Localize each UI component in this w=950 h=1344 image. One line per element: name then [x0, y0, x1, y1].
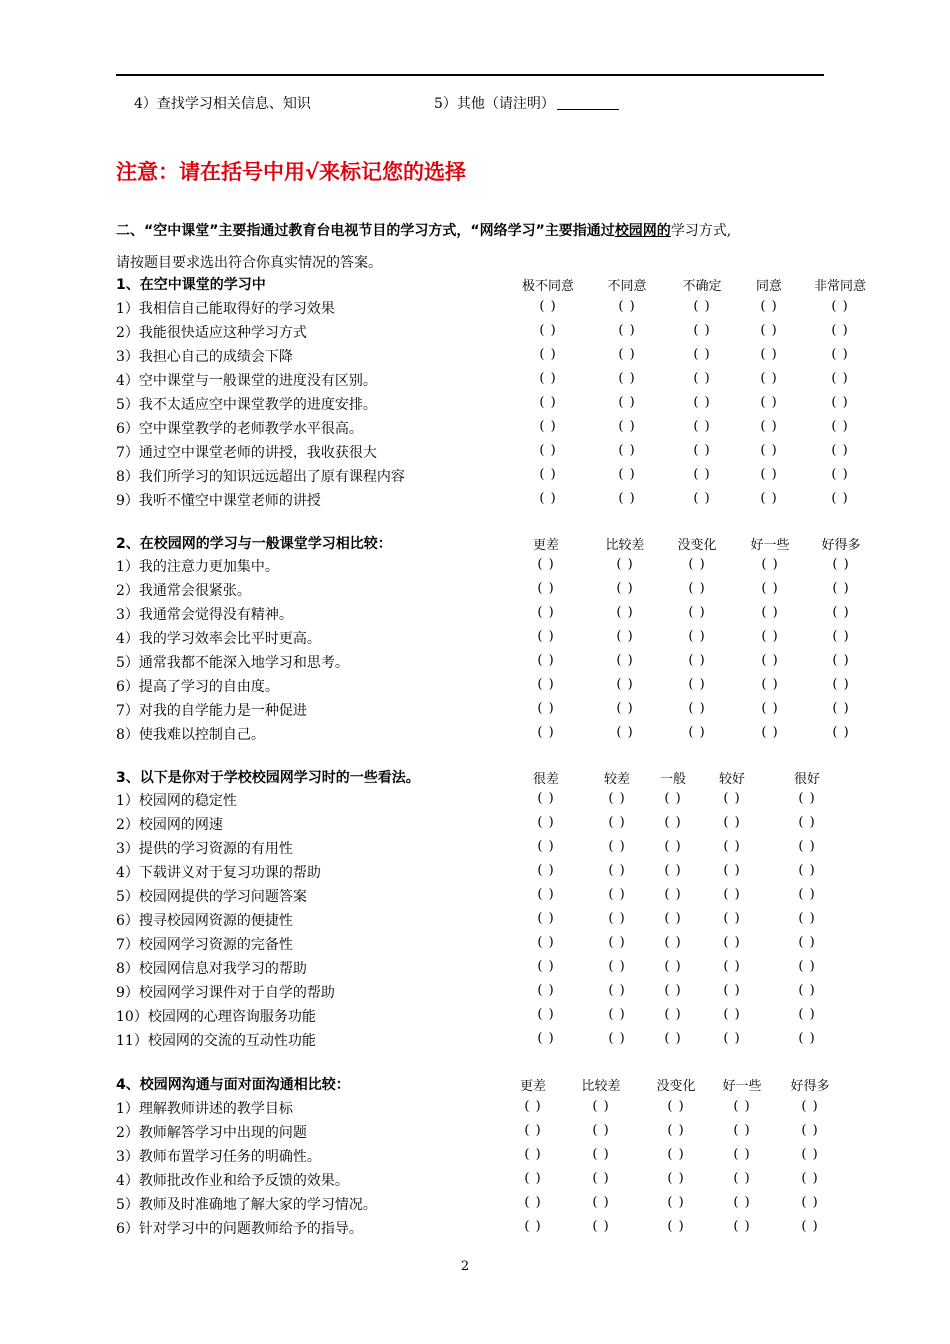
choice-parentheses[interactable]: ( ) — [664, 911, 682, 926]
section-intro-line2: 请按题目要求选出符合你真实情况的答案。 — [116, 255, 382, 271]
choice-parentheses[interactable]: ( ) — [616, 725, 634, 740]
choice-parentheses[interactable]: ( ) — [798, 983, 816, 998]
choice-parentheses[interactable]: ( ) — [693, 395, 711, 410]
question-item: 6）搜寻校园网资源的便捷性 — [116, 913, 293, 929]
choice-parentheses[interactable]: ( ) — [524, 1099, 542, 1114]
choice-parentheses[interactable]: ( ) — [618, 371, 636, 386]
choice-parentheses[interactable]: ( ) — [733, 1219, 751, 1234]
question-item: 2）校园网的网速 — [116, 817, 223, 833]
choice-parentheses[interactable]: ( ) — [723, 815, 741, 830]
section-4-scale-label: 好一些 — [722, 1079, 762, 1094]
question-item: 7）对我的自学能力是一种促进 — [116, 703, 307, 719]
choice-parentheses[interactable]: ( ) — [608, 983, 626, 998]
question-item: 9）我听不懂空中课堂老师的讲授 — [116, 493, 321, 509]
question-item: 1）理解教师讲述的教学目标 — [116, 1101, 293, 1117]
choice-parentheses[interactable]: ( ) — [831, 395, 849, 410]
choice-parentheses[interactable]: ( ) — [537, 1031, 555, 1046]
choice-parentheses[interactable]: ( ) — [760, 347, 778, 362]
choice-parentheses[interactable]: ( ) — [688, 605, 706, 620]
option-5-blank[interactable] — [557, 95, 619, 110]
section-3-scale-label: 较好 — [718, 772, 746, 787]
choice-parentheses[interactable]: ( ) — [761, 725, 779, 740]
section-2-scale-label: 没变化 — [677, 538, 717, 553]
choice-parentheses[interactable]: ( ) — [539, 443, 557, 458]
question-item: 6）针对学习中的问题教师给予的指导。 — [116, 1221, 363, 1237]
section-3-scale-label: 一般 — [659, 772, 687, 787]
choice-parentheses[interactable]: ( ) — [832, 701, 850, 716]
intro-part1: 二、“空中课堂”主要指通过教育台电视节目的学习方式，“网络学习”主要指通过 — [116, 223, 615, 239]
choice-parentheses[interactable]: ( ) — [798, 815, 816, 830]
intro-underlined: 校园网的 — [614, 223, 671, 239]
choice-parentheses[interactable]: ( ) — [798, 1031, 816, 1046]
choice-parentheses[interactable]: ( ) — [760, 323, 778, 338]
choice-parentheses[interactable]: ( ) — [798, 911, 816, 926]
choice-parentheses[interactable]: ( ) — [537, 839, 555, 854]
choice-parentheses[interactable]: ( ) — [693, 323, 711, 338]
choice-parentheses[interactable]: ( ) — [798, 791, 816, 806]
choice-parentheses[interactable]: ( ) — [664, 935, 682, 950]
choice-parentheses[interactable]: ( ) — [733, 1195, 751, 1210]
question-item: 1）我的注意力更加集中。 — [116, 559, 279, 575]
choice-parentheses[interactable]: ( ) — [616, 605, 634, 620]
choice-parentheses[interactable]: ( ) — [537, 935, 555, 950]
choice-parentheses[interactable]: ( ) — [761, 605, 779, 620]
choice-parentheses[interactable]: ( ) — [537, 629, 555, 644]
choice-parentheses[interactable]: ( ) — [539, 395, 557, 410]
choice-parentheses[interactable]: ( ) — [664, 815, 682, 830]
choice-parentheses[interactable]: ( ) — [733, 1099, 751, 1114]
question-item: 8）我们所学习的知识远远超出了原有课程内容 — [116, 469, 405, 485]
choice-parentheses[interactable]: ( ) — [723, 887, 741, 902]
choice-parentheses[interactable]: ( ) — [688, 725, 706, 740]
choice-parentheses[interactable]: ( ) — [832, 653, 850, 668]
question-item: 3）教师布置学习任务的明确性。 — [116, 1149, 321, 1165]
choice-parentheses[interactable]: ( ) — [688, 701, 706, 716]
choice-parentheses[interactable]: ( ) — [761, 677, 779, 692]
choice-parentheses[interactable]: ( ) — [667, 1099, 685, 1114]
section-3-scale-label: 较差 — [603, 772, 631, 787]
section-3-title: 3、以下是你对于学校校园网学习时的一些看法。 — [116, 770, 420, 786]
section-intro — [116, 220, 731, 240]
choice-parentheses[interactable]: ( ) — [693, 491, 711, 506]
choice-parentheses[interactable]: ( ) — [831, 419, 849, 434]
choice-parentheses[interactable]: ( ) — [608, 1007, 626, 1022]
question-item: 2）我通常会很紧张。 — [116, 583, 251, 599]
section-4-scale-label: 好得多 — [790, 1079, 830, 1094]
section-1-scale-label: 同意 — [755, 279, 783, 294]
choice-parentheses[interactable]: ( ) — [688, 677, 706, 692]
choice-parentheses[interactable]: ( ) — [524, 1195, 542, 1210]
choice-parentheses[interactable]: ( ) — [723, 1031, 741, 1046]
choice-parentheses[interactable]: ( ) — [537, 605, 555, 620]
choice-parentheses[interactable]: ( ) — [618, 443, 636, 458]
choice-parentheses[interactable]: ( ) — [667, 1195, 685, 1210]
question-item: 4）教师批改作业和给予反馈的效果。 — [116, 1173, 349, 1189]
choice-parentheses[interactable]: ( ) — [723, 935, 741, 950]
question-item: 5）教师及时准确地了解大家的学习情况。 — [116, 1197, 377, 1213]
section-4-title: 4、校园网沟通与面对面沟通相比较： — [116, 1077, 350, 1093]
choice-parentheses[interactable]: ( ) — [667, 1219, 685, 1234]
choice-parentheses[interactable]: ( ) — [688, 581, 706, 596]
choice-parentheses[interactable]: ( ) — [616, 653, 634, 668]
choice-parentheses[interactable]: ( ) — [537, 911, 555, 926]
choice-parentheses[interactable]: ( ) — [608, 863, 626, 878]
choice-parentheses[interactable]: ( ) — [733, 1123, 751, 1138]
question-item: 6）提高了学习的自由度。 — [116, 679, 279, 695]
choice-parentheses[interactable]: ( ) — [524, 1123, 542, 1138]
choice-parentheses[interactable]: ( ) — [761, 629, 779, 644]
choice-parentheses[interactable]: ( ) — [798, 935, 816, 950]
choice-parentheses[interactable]: ( ) — [693, 419, 711, 434]
choice-parentheses[interactable]: ( ) — [537, 983, 555, 998]
choice-parentheses[interactable]: ( ) — [801, 1219, 819, 1234]
choice-parentheses[interactable]: ( ) — [537, 815, 555, 830]
choice-parentheses[interactable]: ( ) — [831, 371, 849, 386]
choice-parentheses[interactable]: ( ) — [608, 959, 626, 974]
question-item: 3）提供的学习资源的有用性 — [116, 841, 293, 857]
choice-parentheses[interactable]: ( ) — [693, 299, 711, 314]
choice-parentheses[interactable]: ( ) — [723, 839, 741, 854]
top-rule — [116, 74, 824, 76]
choice-parentheses[interactable]: ( ) — [831, 323, 849, 338]
choice-parentheses[interactable]: ( ) — [801, 1147, 819, 1162]
choice-parentheses[interactable]: ( ) — [537, 1007, 555, 1022]
choice-parentheses[interactable]: ( ) — [723, 1007, 741, 1022]
choice-parentheses[interactable]: ( ) — [618, 419, 636, 434]
choice-parentheses[interactable]: ( ) — [616, 581, 634, 596]
question-item: 9）校园网学习课件对于自学的帮助 — [116, 985, 335, 1001]
choice-parentheses[interactable]: ( ) — [618, 323, 636, 338]
choice-parentheses[interactable]: ( ) — [801, 1123, 819, 1138]
choice-parentheses[interactable]: ( ) — [798, 863, 816, 878]
choice-parentheses[interactable]: ( ) — [537, 701, 555, 716]
choice-parentheses[interactable]: ( ) — [539, 467, 557, 482]
section-2-scale-label: 比较差 — [605, 538, 645, 553]
question-item: 3）我担心自己的成绩会下降 — [116, 349, 293, 365]
choice-parentheses[interactable]: ( ) — [760, 443, 778, 458]
choice-parentheses[interactable]: ( ) — [592, 1219, 610, 1234]
option-5 — [434, 93, 619, 113]
choice-parentheses[interactable]: ( ) — [539, 491, 557, 506]
choice-parentheses[interactable]: ( ) — [537, 887, 555, 902]
choice-parentheses[interactable]: ( ) — [693, 371, 711, 386]
choice-parentheses[interactable]: ( ) — [693, 347, 711, 362]
page-number: 2 — [460, 1259, 470, 1274]
choice-parentheses[interactable]: ( ) — [539, 347, 557, 362]
choice-parentheses[interactable]: ( ) — [832, 677, 850, 692]
choice-parentheses[interactable]: ( ) — [524, 1171, 542, 1186]
section-4-scale-label: 没变化 — [656, 1079, 696, 1094]
choice-parentheses[interactable]: ( ) — [524, 1219, 542, 1234]
choice-parentheses[interactable]: ( ) — [831, 467, 849, 482]
choice-parentheses[interactable]: ( ) — [664, 863, 682, 878]
choice-parentheses[interactable]: ( ) — [664, 839, 682, 854]
choice-parentheses[interactable]: ( ) — [667, 1147, 685, 1162]
choice-parentheses[interactable]: ( ) — [539, 371, 557, 386]
choice-parentheses[interactable]: ( ) — [539, 323, 557, 338]
choice-parentheses[interactable]: ( ) — [616, 701, 634, 716]
choice-parentheses[interactable]: ( ) — [832, 581, 850, 596]
question-item: 7）校园网学习资源的完备性 — [116, 937, 293, 953]
choice-parentheses[interactable]: ( ) — [831, 443, 849, 458]
choice-parentheses[interactable]: ( ) — [832, 557, 850, 572]
choice-parentheses[interactable]: ( ) — [761, 701, 779, 716]
choice-parentheses[interactable]: ( ) — [592, 1171, 610, 1186]
section-1-scale-label: 极不同意 — [521, 279, 575, 294]
choice-parentheses[interactable]: ( ) — [760, 467, 778, 482]
choice-parentheses[interactable]: ( ) — [616, 629, 634, 644]
choice-parentheses[interactable]: ( ) — [537, 581, 555, 596]
choice-parentheses[interactable]: ( ) — [760, 491, 778, 506]
question-item: 4）我的学习效率会比平时更高。 — [116, 631, 321, 647]
choice-parentheses[interactable]: ( ) — [760, 371, 778, 386]
question-item: 8）校园网信息对我学习的帮助 — [116, 961, 307, 977]
choice-parentheses[interactable]: ( ) — [801, 1099, 819, 1114]
choice-parentheses[interactable]: ( ) — [693, 467, 711, 482]
question-item: 3）我通常会觉得没有精神。 — [116, 607, 293, 623]
choice-parentheses[interactable]: ( ) — [539, 419, 557, 434]
choice-parentheses[interactable]: ( ) — [537, 653, 555, 668]
intro-part2: 学习方式, — [670, 223, 732, 239]
choice-parentheses[interactable]: ( ) — [537, 791, 555, 806]
question-item: 7）通过空中课堂老师的讲授，我收获很大 — [116, 445, 377, 461]
choice-parentheses[interactable]: ( ) — [733, 1147, 751, 1162]
choice-parentheses[interactable]: ( ) — [832, 605, 850, 620]
section-3-scale-label: 很好 — [793, 772, 821, 787]
section-1-scale-label: 不确定 — [682, 279, 722, 294]
section-1-title: 1、在空中课堂的学习中 — [116, 277, 266, 293]
choice-parentheses[interactable]: ( ) — [664, 959, 682, 974]
choice-parentheses[interactable]: ( ) — [688, 629, 706, 644]
question-item: 11）校园网的交流的互动性功能 — [116, 1033, 316, 1049]
choice-parentheses[interactable]: ( ) — [760, 299, 778, 314]
choice-parentheses[interactable]: ( ) — [831, 347, 849, 362]
section-1-scale-label: 非常同意 — [813, 279, 867, 294]
question-item: 1）校园网的稳定性 — [116, 793, 237, 809]
choice-parentheses[interactable]: ( ) — [608, 887, 626, 902]
choice-parentheses[interactable]: ( ) — [537, 677, 555, 692]
section-2-scale-label: 好得多 — [821, 538, 861, 553]
choice-parentheses[interactable]: ( ) — [608, 791, 626, 806]
section-2-scale-label: 好一些 — [750, 538, 790, 553]
choice-parentheses[interactable]: ( ) — [801, 1195, 819, 1210]
section-2-title: 2、在校园网的学习与一般课堂学习相比较： — [116, 536, 392, 552]
choice-parentheses[interactable]: ( ) — [760, 395, 778, 410]
choice-parentheses[interactable]: ( ) — [761, 653, 779, 668]
choice-parentheses[interactable]: ( ) — [608, 935, 626, 950]
choice-parentheses[interactable]: ( ) — [524, 1147, 542, 1162]
option-4: 4）查找学习相关信息、知识 — [134, 96, 311, 112]
choice-parentheses[interactable]: ( ) — [667, 1171, 685, 1186]
choice-parentheses[interactable]: ( ) — [608, 1031, 626, 1046]
choice-parentheses[interactable]: ( ) — [831, 491, 849, 506]
choice-parentheses[interactable]: ( ) — [693, 443, 711, 458]
section-1-scale-label: 不同意 — [607, 279, 647, 294]
choice-parentheses[interactable]: ( ) — [832, 725, 850, 740]
choice-parentheses[interactable]: ( ) — [798, 887, 816, 902]
choice-parentheses[interactable]: ( ) — [616, 557, 634, 572]
choice-parentheses[interactable]: ( ) — [592, 1123, 610, 1138]
choice-parentheses[interactable]: ( ) — [608, 815, 626, 830]
question-item: 10）校园网的心理咨询服务功能 — [116, 1009, 316, 1025]
section-4-scale-label: 更差 — [519, 1079, 547, 1094]
choice-parentheses[interactable]: ( ) — [618, 491, 636, 506]
choice-parentheses[interactable]: ( ) — [618, 299, 636, 314]
choice-parentheses[interactable]: ( ) — [664, 791, 682, 806]
choice-parentheses[interactable]: ( ) — [723, 983, 741, 998]
choice-parentheses[interactable]: ( ) — [616, 677, 634, 692]
choice-parentheses[interactable]: ( ) — [537, 959, 555, 974]
choice-parentheses[interactable]: ( ) — [592, 1195, 610, 1210]
choice-parentheses[interactable]: ( ) — [798, 959, 816, 974]
choice-parentheses[interactable]: ( ) — [664, 887, 682, 902]
option-5-label: 5）其他（请注明） — [434, 96, 555, 112]
choice-parentheses[interactable]: ( ) — [761, 557, 779, 572]
choice-parentheses[interactable]: ( ) — [592, 1099, 610, 1114]
choice-parentheses[interactable]: ( ) — [667, 1123, 685, 1138]
choice-parentheses[interactable]: ( ) — [761, 581, 779, 596]
question-item: 8）使我难以控制自己。 — [116, 727, 265, 743]
choice-parentheses[interactable]: ( ) — [831, 299, 849, 314]
question-item: 5）通常我都不能深入地学习和思考。 — [116, 655, 349, 671]
choice-parentheses[interactable]: ( ) — [539, 299, 557, 314]
question-item: 2）教师解答学习中出现的问题 — [116, 1125, 307, 1141]
choice-parentheses[interactable]: ( ) — [618, 347, 636, 362]
choice-parentheses[interactable]: ( ) — [688, 653, 706, 668]
section-2-scale-label: 更差 — [532, 538, 560, 553]
choice-parentheses[interactable]: ( ) — [537, 557, 555, 572]
question-item: 2）我能很快适应这种学习方式 — [116, 325, 307, 341]
choice-parentheses[interactable]: ( ) — [832, 629, 850, 644]
choice-parentheses[interactable]: ( ) — [608, 911, 626, 926]
choice-parentheses[interactable]: ( ) — [608, 839, 626, 854]
question-item: 4）空中课堂与一般课堂的进度没有区别。 — [116, 373, 377, 389]
choice-parentheses[interactable]: ( ) — [723, 791, 741, 806]
section-4-scale-label: 比较差 — [581, 1079, 621, 1094]
choice-parentheses[interactable]: ( ) — [592, 1147, 610, 1162]
choice-parentheses[interactable]: ( ) — [798, 839, 816, 854]
choice-parentheses[interactable]: ( ) — [733, 1171, 751, 1186]
choice-parentheses[interactable]: ( ) — [537, 863, 555, 878]
choice-parentheses[interactable]: ( ) — [664, 983, 682, 998]
choice-parentheses[interactable]: ( ) — [618, 395, 636, 410]
choice-parentheses[interactable]: ( ) — [801, 1171, 819, 1186]
choice-parentheses[interactable]: ( ) — [723, 911, 741, 926]
section-3-scale-label: 很差 — [532, 772, 560, 787]
choice-parentheses[interactable]: ( ) — [664, 1007, 682, 1022]
choice-parentheses[interactable]: ( ) — [688, 557, 706, 572]
question-item: 4）下载讲义对于复习功课的帮助 — [116, 865, 321, 881]
question-item: 1）我相信自己能取得好的学习效果 — [116, 301, 335, 317]
choice-parentheses[interactable]: ( ) — [664, 1031, 682, 1046]
question-item: 5）我不太适应空中课堂教学的进度安排。 — [116, 397, 377, 413]
choice-parentheses[interactable]: ( ) — [723, 863, 741, 878]
choice-parentheses[interactable]: ( ) — [760, 419, 778, 434]
choice-parentheses[interactable]: ( ) — [723, 959, 741, 974]
notice-heading: 注意：请在括号中用√来标记您的选择 — [116, 160, 467, 184]
question-item: 5）校园网提供的学习问题答案 — [116, 889, 307, 905]
choice-parentheses[interactable]: ( ) — [618, 467, 636, 482]
choice-parentheses[interactable]: ( ) — [537, 725, 555, 740]
choice-parentheses[interactable]: ( ) — [798, 1007, 816, 1022]
question-item: 6）空中课堂教学的老师教学水平很高。 — [116, 421, 363, 437]
